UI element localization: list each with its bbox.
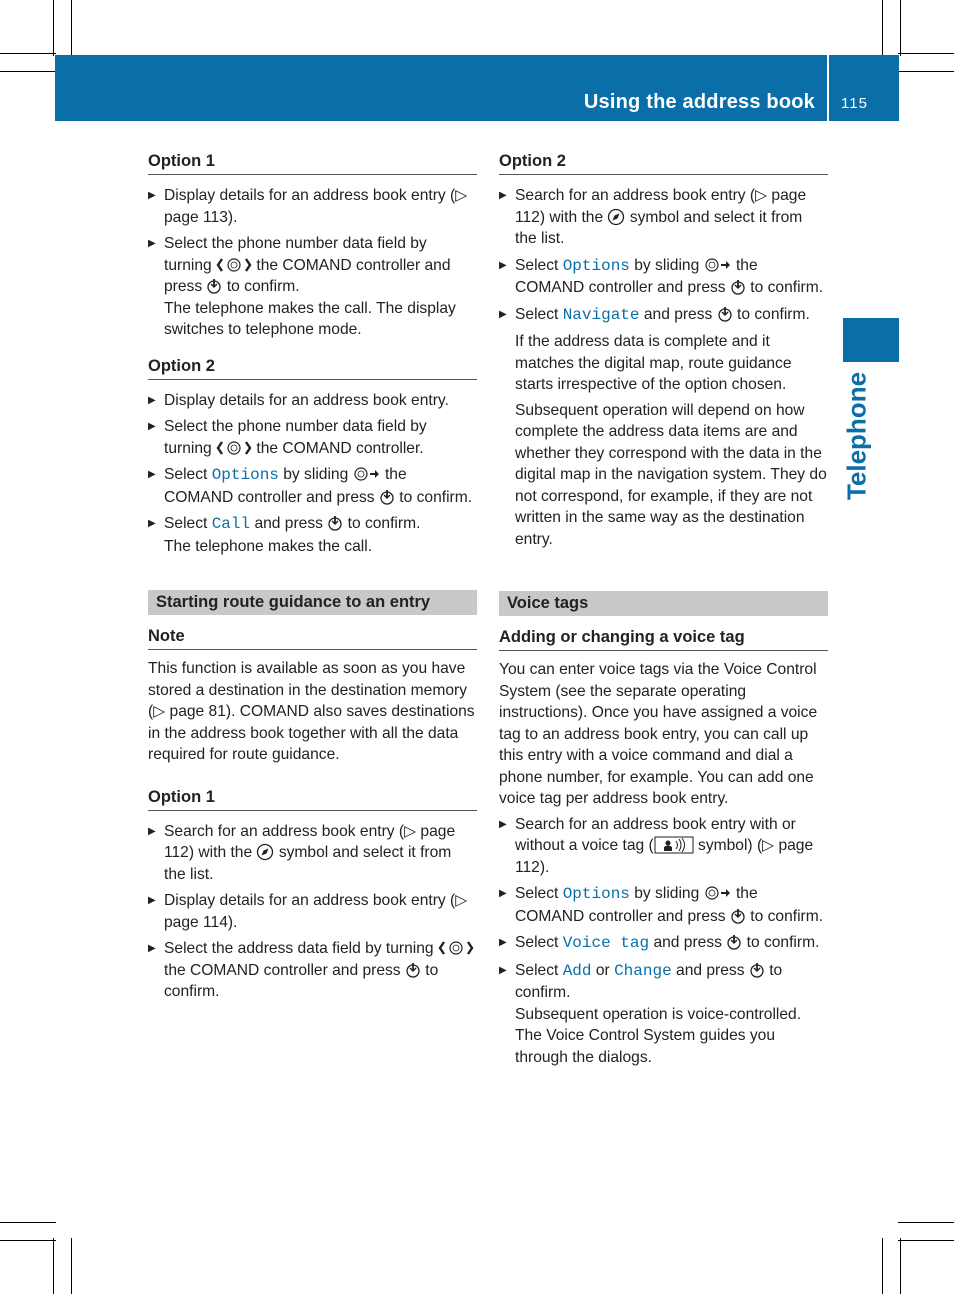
press-controller-icon	[327, 515, 343, 531]
slide-controller-icon	[704, 257, 732, 273]
list-item	[148, 185, 477, 228]
crop-mark	[898, 71, 954, 72]
step-text: to confirm.	[750, 279, 824, 296]
menu-keyword: Change	[614, 961, 672, 980]
press-controller-icon	[717, 306, 733, 322]
left-column	[148, 152, 477, 1008]
section-heading: Option 2	[148, 357, 477, 380]
list-item	[148, 821, 477, 886]
step-text: Select the address data field by turning	[164, 940, 434, 957]
step-text: the COMAND controller and press	[515, 256, 758, 296]
step-result: Subsequent operation is voice-controlled. The Voice Control System guides you through the dialogs.	[515, 1005, 802, 1066]
step-text: to confirm.	[164, 961, 439, 1000]
section-heading: Note	[148, 627, 477, 650]
list-item	[148, 390, 477, 412]
crop-mark	[898, 53, 954, 54]
menu-keyword: Voice tag	[562, 934, 650, 952]
step-text: Select the phone number data field by turning	[164, 235, 427, 274]
step-list	[148, 185, 477, 341]
step-text: Search for an address book entry with or without a voice tag (	[515, 815, 796, 854]
page-number: 115	[841, 95, 868, 112]
press-controller-icon	[726, 934, 742, 950]
step-text: by sliding	[283, 466, 349, 483]
step-text: the COMAND controller and press	[164, 466, 407, 506]
crop-mark	[882, 1238, 883, 1294]
crop-mark	[882, 0, 883, 56]
step-list	[499, 185, 828, 550]
crop-mark	[53, 0, 54, 56]
press-controller-icon	[730, 908, 746, 924]
step-text: Select	[164, 515, 208, 532]
turn-controller-icon	[216, 440, 252, 456]
section-bar: Voice tags	[499, 591, 828, 616]
side-tab-label-wrap	[830, 371, 884, 501]
list-item	[499, 932, 828, 955]
list-item	[148, 416, 477, 459]
voice-tag-icon	[654, 836, 694, 854]
crop-mark	[53, 1238, 54, 1294]
step-result: If the address data is complete and it matches the digital map, route guidance starts irrespective of the option chosen.	[515, 333, 792, 393]
crop-mark	[900, 1238, 901, 1294]
step-text: by sliding	[634, 256, 700, 274]
list-item	[148, 233, 477, 341]
slide-controller-icon	[704, 885, 732, 901]
menu-keyword: Add	[562, 961, 592, 980]
list-item	[499, 185, 828, 250]
step-text: the COMAND controller and press	[164, 256, 451, 295]
list-item	[148, 938, 477, 1003]
step-text: and press	[653, 934, 722, 951]
step-text: Select	[515, 961, 559, 979]
intro-text: You can enter voice tags via the Voice Control System (see the separate operating instructions). Once you have assigned a voice tag to an address book entry, you can call up this entry with a voice command and dial a phone number, for example. You can add one voice tag per address book entry.	[499, 661, 818, 807]
menu-keyword: Options	[211, 466, 279, 484]
step-text: symbol) (▷ page 112).	[515, 837, 814, 876]
list-item	[148, 513, 477, 557]
step-result: The telephone makes the call.	[164, 537, 373, 555]
press-controller-icon	[749, 962, 765, 978]
turn-controller-icon	[216, 257, 252, 273]
turn-controller-icon	[438, 940, 474, 956]
press-controller-icon	[405, 962, 421, 978]
menu-keyword: Navigate	[562, 305, 640, 324]
step-text: Search for an address book entry (▷ page 112) with the	[164, 822, 456, 861]
step-result: The telephone makes the call. The display switches to telephone mode.	[164, 299, 456, 338]
step-text: the COMAND controller and press	[515, 885, 758, 925]
step-text: to confirm.	[347, 515, 421, 532]
step-text: to confirm.	[746, 934, 820, 951]
step-list	[148, 821, 477, 1003]
list-item	[499, 883, 828, 927]
note-text: This function is available as soon as you have stored a destination in the destination memory (▷ page 81). COMAND also saves destinations in the address book together with all the data required for route guidance.	[148, 660, 475, 763]
step-text: Search for an address book entry (▷ page 112) with the	[515, 187, 807, 226]
list-item	[499, 255, 828, 299]
step-text: and press	[254, 515, 323, 532]
step-text: Select	[515, 934, 559, 951]
crop-mark	[0, 71, 56, 72]
step-text: Select	[515, 305, 559, 323]
navigation-symbol-icon	[256, 843, 274, 861]
menu-keyword: Options	[562, 885, 630, 903]
step-text: symbol and select it from the list.	[164, 844, 452, 883]
crop-mark	[71, 0, 72, 56]
list-item	[499, 960, 828, 1069]
step-list	[499, 814, 828, 1069]
crop-mark	[71, 1238, 72, 1294]
step-text: to confirm.	[515, 961, 783, 1001]
side-tab-label: Telephone	[841, 371, 872, 501]
crop-mark	[898, 1222, 954, 1223]
step-text: Display details for an address book entry (▷ page 114).	[164, 892, 468, 931]
section-heading: Option 1	[148, 788, 477, 811]
step-text: the COMAND controller and press	[164, 961, 401, 979]
list-item	[499, 814, 828, 879]
section-heading: Option 2	[499, 152, 828, 175]
right-column	[499, 152, 828, 1073]
step-text: Display details for an address book entry.	[164, 391, 449, 409]
step-text: to confirm.	[399, 488, 473, 506]
section-heading: Adding or changing a voice tag	[499, 628, 828, 651]
step-text: Select	[515, 256, 559, 274]
step-text: Select	[515, 885, 559, 902]
list-item	[499, 304, 828, 551]
crop-mark	[0, 1222, 56, 1223]
step-text: by sliding	[634, 885, 700, 902]
step-text: to confirm.	[737, 305, 810, 323]
navigation-symbol-icon	[607, 208, 625, 226]
crop-mark	[0, 1240, 56, 1241]
step-text: and press	[643, 305, 713, 323]
section-heading: Option 1	[148, 152, 477, 175]
step-text: to confirm.	[226, 278, 300, 295]
menu-keyword: Options	[562, 256, 630, 275]
step-list	[148, 390, 477, 558]
slide-controller-icon	[353, 466, 381, 482]
list-item	[148, 464, 477, 508]
header-separator	[827, 55, 829, 121]
step-text: Display details for an address book entry (▷ page 113).	[164, 187, 468, 226]
step-result: Subsequent operation will depend on how complete the address data items are and whether they correspond with the data in the digital map in the navigation system. They do not correspond, for example, if they are not written in the same way as the destination entry.	[515, 401, 827, 548]
press-controller-icon	[206, 278, 222, 294]
crop-mark	[898, 1240, 954, 1241]
list-item	[148, 890, 477, 933]
menu-keyword: Call	[211, 515, 251, 533]
press-controller-icon	[730, 279, 746, 295]
press-controller-icon	[379, 489, 395, 505]
step-text: to confirm.	[750, 907, 824, 925]
step-text: and press	[676, 961, 745, 979]
step-text: symbol and select it from the list.	[515, 208, 803, 247]
section-bar: Starting route guidance to an entry	[148, 590, 477, 615]
step-text: or	[595, 961, 610, 979]
crop-mark	[900, 0, 901, 56]
header-bar	[55, 55, 899, 121]
step-text: Select the phone number data field by turning	[164, 418, 427, 457]
side-tab	[843, 318, 899, 362]
crop-mark	[0, 53, 56, 54]
header-title: Using the address book	[583, 91, 815, 113]
step-text: the COMAND controller.	[256, 439, 424, 457]
step-text: Select	[164, 466, 208, 483]
